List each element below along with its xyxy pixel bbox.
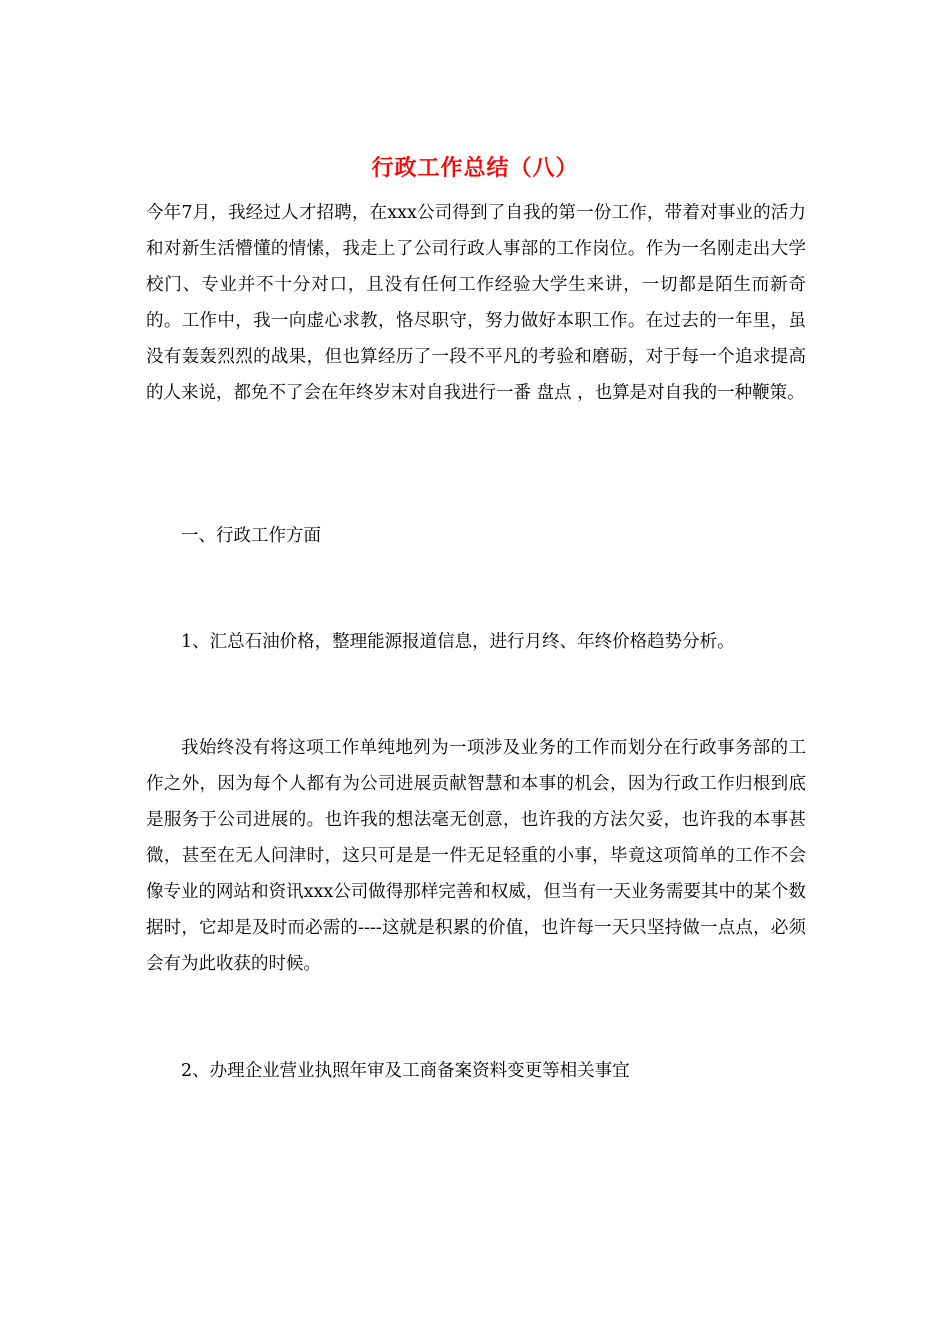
item-1-paragraph: 我始终没有将这项工作单纯地列为一项涉及业务的工作而划分在行政事务部的工作之外，因为每个人都有为公司进展贡献智慧和本事的机会，因为行政工作归根到底是服务于公司进展的。也许我的想法毫无创意，也许我的方法欠妥，也许我的本事甚微，甚至在无人问津时，这只可是是一件无足轻重的小事，毕竟这项简单的工作不会像专业的网站和资讯xxx公司做得那样完善和权威，但当有一天业务需要其中的某个数据时，它却是及时而必需的----这就是积累的价值，也许每一天只坚持做一点点，必须会有为此收获的时候。 <box>146 738 806 974</box>
section-heading-administrative-work: 一、行政工作方面 <box>181 526 321 546</box>
document-title: 行政工作总结（八） <box>371 155 579 181</box>
intro-paragraph: 今年7月，我经过人才招聘，在xxx公司得到了自我的第一份工作，带着对事业的活力和对新生活懵懂的情愫，我走上了公司行政人事部的工作岗位。作为一名刚走出大学校门、专业并不十分对口，且没有任何工作经验大学生来讲，一切都是陌生而新奇的。工作中，我一向虚心求教，恪尽职守，努力做好本职工作。在过去的一年里，虽没有轰轰烈烈的战果，但也算经历了一段不平凡的考验和磨砺，对于每一个追求提高的人来说，都免不了会在年终岁末对自我进行一番 盘点 ，也算是对自我的一种鞭策。 <box>146 203 806 403</box>
item-2-heading: 2、办理企业营业执照年审及工商备案资料变更等相关事宜 <box>181 1061 630 1081</box>
item-1-heading: 1、汇总石油价格，整理能源报道信息，进行月终、年终价格趋势分析。 <box>181 632 735 652</box>
